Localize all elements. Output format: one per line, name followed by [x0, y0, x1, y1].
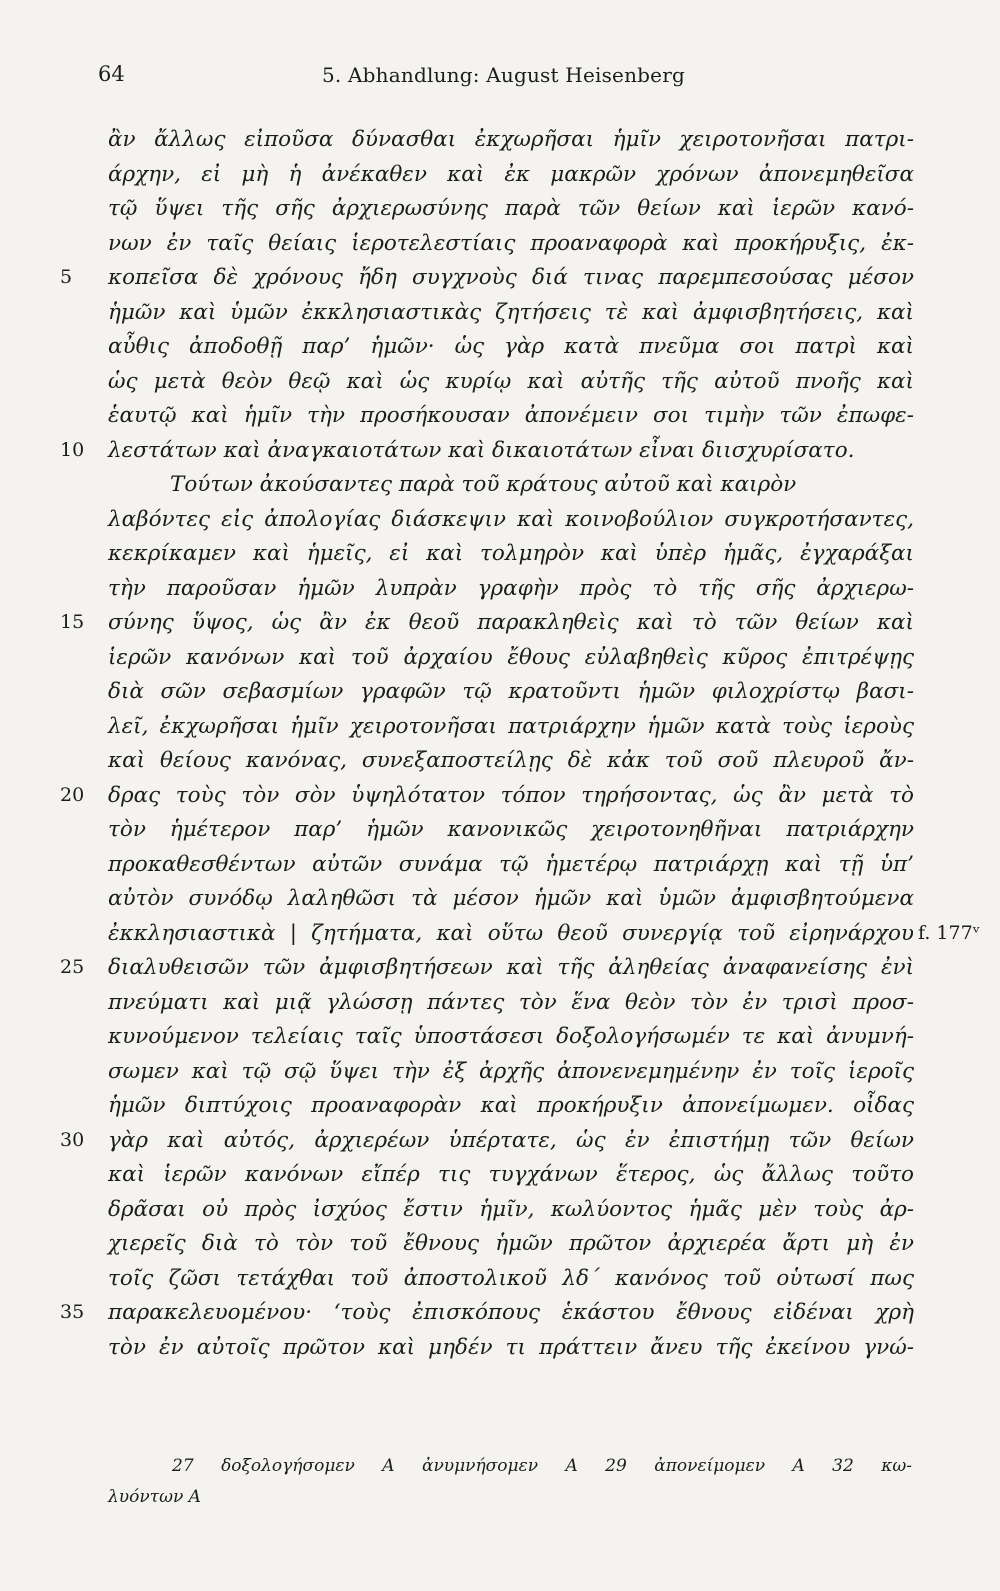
line-text: τοῖς ζῶσι τετάχθαι τοῦ ἀποστολικοῦ λδ΄ κανόνος τοῦ οὑτωσί πως [108, 1265, 914, 1291]
text-line [0, 1057, 1000, 1092]
text-line [0, 1195, 1000, 1230]
line-text: ἡμῶν καὶ ὑμῶν ἐκκλησιαστικὰς ζητήσεις τὲ καὶ ἀμφισβητήσεις, καὶ [108, 299, 914, 325]
main-text [0, 125, 1000, 1367]
text-line [0, 539, 1000, 574]
text-line [0, 194, 1000, 229]
line-text: παρακελευομένου· ‘τοὺς ἐπισκόπους ἑκάστου ἔθνους εἰδέναι χρὴ [108, 1300, 914, 1325]
line-text: διὰ σῶν σεβασμίων γραφῶν τῷ κρατοῦντι ἡμῶν φιλοχρίστῳ βασι- [108, 679, 914, 704]
text-line [0, 298, 1000, 333]
line-text: γὰρ καὶ αὐτός, ἀρχιερέων ὑπέρτατε, ὡς ἐν ἐπιστήμῃ τῶν θείων [108, 1127, 914, 1153]
line-text: Τούτων ἀκούσαντες παρὰ τοῦ κράτους αὐτοῦ καὶ καιρὸν [170, 472, 797, 497]
line-text: ἐκκλησιαστικὰ | ζητήματα, καὶ οὕτω θεοῦ συνεργίᾳ τοῦ εἰρηνάρχου [108, 920, 914, 946]
text-line [0, 1333, 1000, 1368]
line-text: λαβόντες εἰς ἀπολογίας διάσκεψιν καὶ κοινοβούλιον συγκροτήσαντες, [108, 506, 914, 532]
line-text: αὐτὸν συνόδῳ λαληθῶσι τὰ μέσον ἡμῶν καὶ ὑμῶν ἀμφισβητούμενα [108, 886, 914, 911]
line-number: 10 [60, 438, 85, 461]
text-line [0, 884, 1000, 919]
text-line [0, 1229, 1000, 1264]
line-text: πνεύματι καὶ μιᾷ γλώσσῃ πάντες τὸν ἕνα θεὸν τὸν ἐν τρισὶ προσ- [108, 989, 914, 1015]
apparatus-line: 27 δοξολογήσομεν A ἀνυμνήσομεν A 29 ἀπονείμομεν A 32 κω- [172, 1456, 912, 1476]
line-text: κεκρίκαμεν καὶ ἡμεῖς, εἰ καὶ τολμηρὸν καὶ ὑπὲρ ἡμᾶς, ἐγχαράξαι [108, 541, 914, 566]
line-text: ὡς μετὰ θεὸν θεῷ καὶ ὡς κυρίῳ καὶ αὐτῆς τῆς αὐτοῦ πνοῆς καὶ [108, 368, 914, 394]
text-line [0, 263, 1000, 298]
line-number: 25 [60, 956, 85, 978]
text-line [0, 229, 1000, 264]
line-text: ἱερῶν κανόνων καὶ τοῦ ἀρχαίου ἔθους εὐλαβηθεὶς κῦρος ἐπιτρέψῃς [108, 644, 914, 670]
line-text: καὶ θείους κανόνας, συνεξαποστείλῃς δὲ κἀκ τοῦ σοῦ πλευροῦ ἄν- [108, 748, 914, 773]
text-line [0, 608, 1000, 643]
line-text: ἡμῶν διπτύχοις προαναφορὰν καὶ προκήρυξιν ἀπονείμωμεν. οἶδας [108, 1093, 914, 1118]
text-line [0, 815, 1000, 850]
text-line [0, 677, 1000, 712]
text-line [0, 988, 1000, 1023]
text-line [0, 1160, 1000, 1195]
page-header [0, 62, 1000, 92]
text-line [0, 436, 1000, 471]
text-line [0, 505, 1000, 540]
line-text: σωμεν καὶ τῷ σῷ ὕψει τὴν ἐξ ἀρχῆς ἀπονενεμημένην ἐν τοῖς ἱεροῖς [108, 1058, 914, 1084]
line-number: 5 [60, 266, 73, 288]
line-text: τῷ ὕψει τῆς σῆς ἀρχιερωσύνης παρὰ τῶν θείων καὶ ἱερῶν κανό- [108, 196, 914, 221]
line-number: 35 [60, 1301, 85, 1323]
line-text: λεῖ, ἐκχωρῆσαι ἡμῖν χειροτονῆσαι πατριάρχην ἡμῶν κατὰ τοὺς ἱεροὺς [108, 713, 914, 739]
line-text: αὖθις ἀποδοθῇ παρ’ ἡμῶν· ὡς γὰρ κατὰ πνεῦμα σοι πατρὶ καὶ [108, 334, 914, 359]
line-text: δρας τοὺς τὸν σὸν ὑψηλότατον τόπον τηρήσοντας, ὡς ἂν μετὰ τὸ [108, 782, 914, 808]
text-line [0, 574, 1000, 609]
line-text: προκαθεσθέντων αὐτῶν συνάμα τῷ ἡμετέρῳ πατριάρχῃ καὶ τῇ ὑπ’ [108, 851, 914, 877]
folio-marker: f. 177ᵛ [918, 921, 980, 944]
text-line [0, 125, 1000, 160]
line-text: κυνούμενον τελείαις ταῖς ὑποστάσεσι δοξολογήσωμέν τε καὶ ἀνυμνή- [108, 1024, 914, 1049]
text-line [0, 919, 1000, 954]
text-line [0, 1264, 1000, 1299]
line-text: τὸν ἐν αὐτοῖς πρῶτον καὶ μηδέν τι πράττειν ἄνευ τῆς ἐκείνου γνώ- [108, 1334, 914, 1360]
text-line [0, 781, 1000, 816]
text-line [0, 643, 1000, 678]
running-head: 5. Abhandlung: August Heisenberg [322, 63, 685, 87]
apparatus-line: λυόντων A [108, 1487, 201, 1507]
line-text: ἑαυτῷ καὶ ἡμῖν τὴν προσήκουσαν ἀπονέμειν σοι τιμὴν τῶν ἐπωφε- [108, 403, 914, 428]
text-line [0, 850, 1000, 885]
line-text: άρχην, εἰ μὴ ἡ ἀνέκαθεν καὶ ἐκ μακρῶν χρόνων ἀπονεμηθεῖσα [108, 161, 914, 187]
line-number: 20 [60, 783, 85, 806]
text-line [0, 1126, 1000, 1161]
line-text: χιερεῖς διὰ τὸ τὸν τοῦ ἔθνους ἡμῶν πρῶτον ἀρχιερέα ἄρτι μὴ ἐν [108, 1231, 914, 1256]
page-number: 64 [98, 62, 125, 86]
line-text: λεστάτων καὶ ἀναγκαιοτάτων καὶ δικαιοτάτων εἶναι διισχυρίσατο. [108, 437, 855, 463]
line-text: νων ἐν ταῖς θείαις ἱεροτελεστίαις προαναφορὰ καὶ προκήρυξις, ἐκ- [108, 230, 914, 256]
text-line [0, 470, 1000, 505]
text-line [0, 712, 1000, 747]
text-line [0, 953, 1000, 988]
line-text: σύνης ὕψος, ὡς ἂν ἐκ θεοῦ παρακληθεὶς καὶ τὸ τῶν θείων καὶ [108, 610, 914, 635]
line-text: ἂν ἄλλως εἰποῦσα δύνασθαι ἐκχωρῆσαι ἡμῖν χειροτονῆσαι πατρι- [108, 127, 914, 152]
line-text: διαλυθεισῶν τῶν ἀμφισβητήσεων καὶ τῆς ἀληθείας ἀναφανείσης ἐνὶ [108, 955, 914, 980]
text-line [0, 1298, 1000, 1333]
text-line [0, 401, 1000, 436]
text-line [0, 367, 1000, 402]
line-number: 30 [60, 1128, 85, 1151]
text-line [0, 1091, 1000, 1126]
text-line [0, 746, 1000, 781]
line-text: δρᾶσαι οὐ πρὸς ἰσχύος ἔστιν ἡμῖν, κωλύοντος ἡμᾶς μὲν τοὺς ἀρ- [108, 1196, 914, 1222]
line-text: τὴν παροῦσαν ἡμῶν λυπρὰν γραφὴν πρὸς τὸ τῆς σῆς ἀρχιερω- [108, 575, 914, 601]
line-number: 15 [60, 611, 85, 633]
text-line [0, 332, 1000, 367]
line-text: κοπεῖσα δὲ χρόνους ἤδη συγχνοὺς διά τινας παρεμπεσούσας μέσον [108, 265, 914, 290]
text-line [0, 1022, 1000, 1057]
text-line [0, 160, 1000, 195]
line-text: τὸν ἡμέτερον παρ’ ἡμῶν κανονικῶς χειροτονηθῆναι πατριάρχην [108, 817, 914, 842]
line-text: καὶ ἱερῶν κανόνων εἴπέρ τις τυγχάνων ἕτερος, ὡς ἄλλως τοῦτο [108, 1162, 914, 1187]
